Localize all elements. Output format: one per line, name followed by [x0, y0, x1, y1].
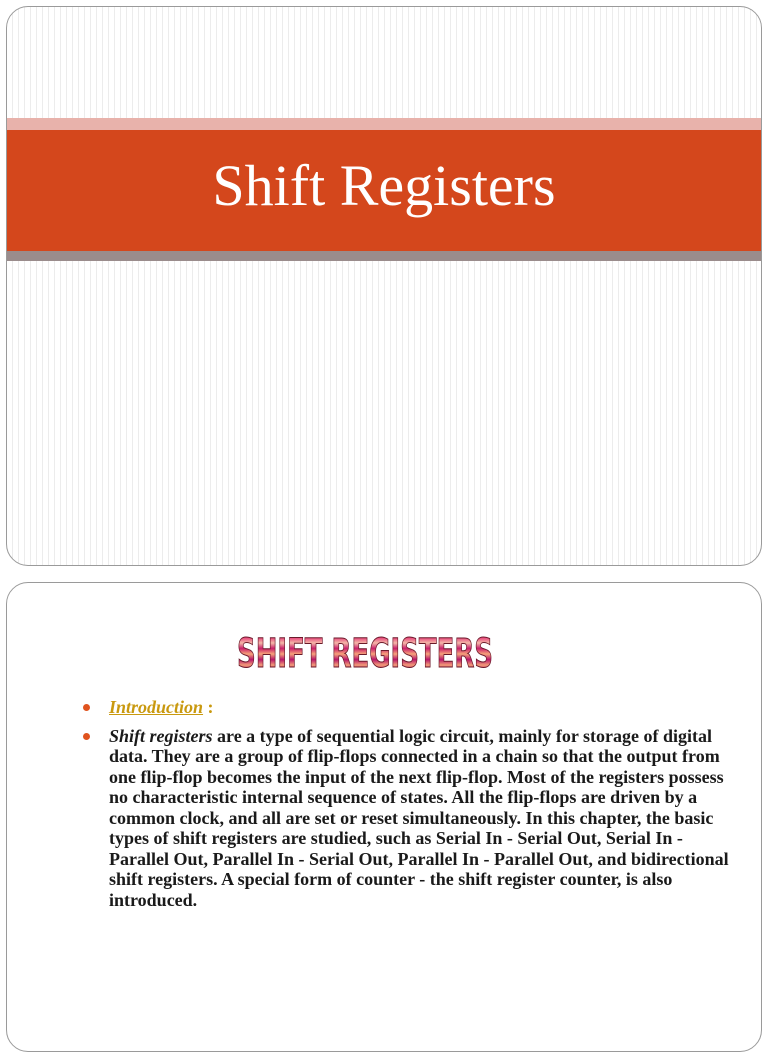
wordart-heading	[233, 613, 497, 683]
slide-content	[81, 697, 731, 910]
introduction-link[interactable]: Introduction	[109, 697, 204, 717]
paragraph-term: Shift registers	[109, 725, 213, 746]
wordart-text: SHIFT REGISTERS	[237, 631, 493, 677]
paragraph-body: are a type of sequential logic circuit, mainly for storage of digital data. They are a group of flip-flops connected in a chain so that the output from one flip-flop becomes the input of the next flip-flop. Most of the registers possess no characteristic internal sequence of states. All the flip-flops are driven by a common clock, and all are set or reset simultaneously. In this chapter, the basic types of shift registers are studied, such as Serial In - Serial Out, Serial In - Parallel Out, Parallel In - Serial Out, Parallel In - Parallel Out, and bidirectional shift registers. A special form of counter - the shift register counter, is also introduced.	[109, 725, 729, 910]
accent-band-top	[7, 118, 761, 130]
bullet-dot	[83, 733, 90, 740]
bullet-dot	[83, 704, 90, 711]
introduction-colon: :	[203, 697, 214, 717]
title-slide	[6, 6, 762, 566]
introduction-slide	[6, 582, 762, 1052]
slide-title: Shift Registers	[212, 152, 556, 218]
bullet-paragraph	[81, 726, 731, 911]
bullet-introduction	[81, 697, 731, 718]
accent-band-bottom	[7, 251, 761, 261]
title-band	[7, 130, 761, 251]
